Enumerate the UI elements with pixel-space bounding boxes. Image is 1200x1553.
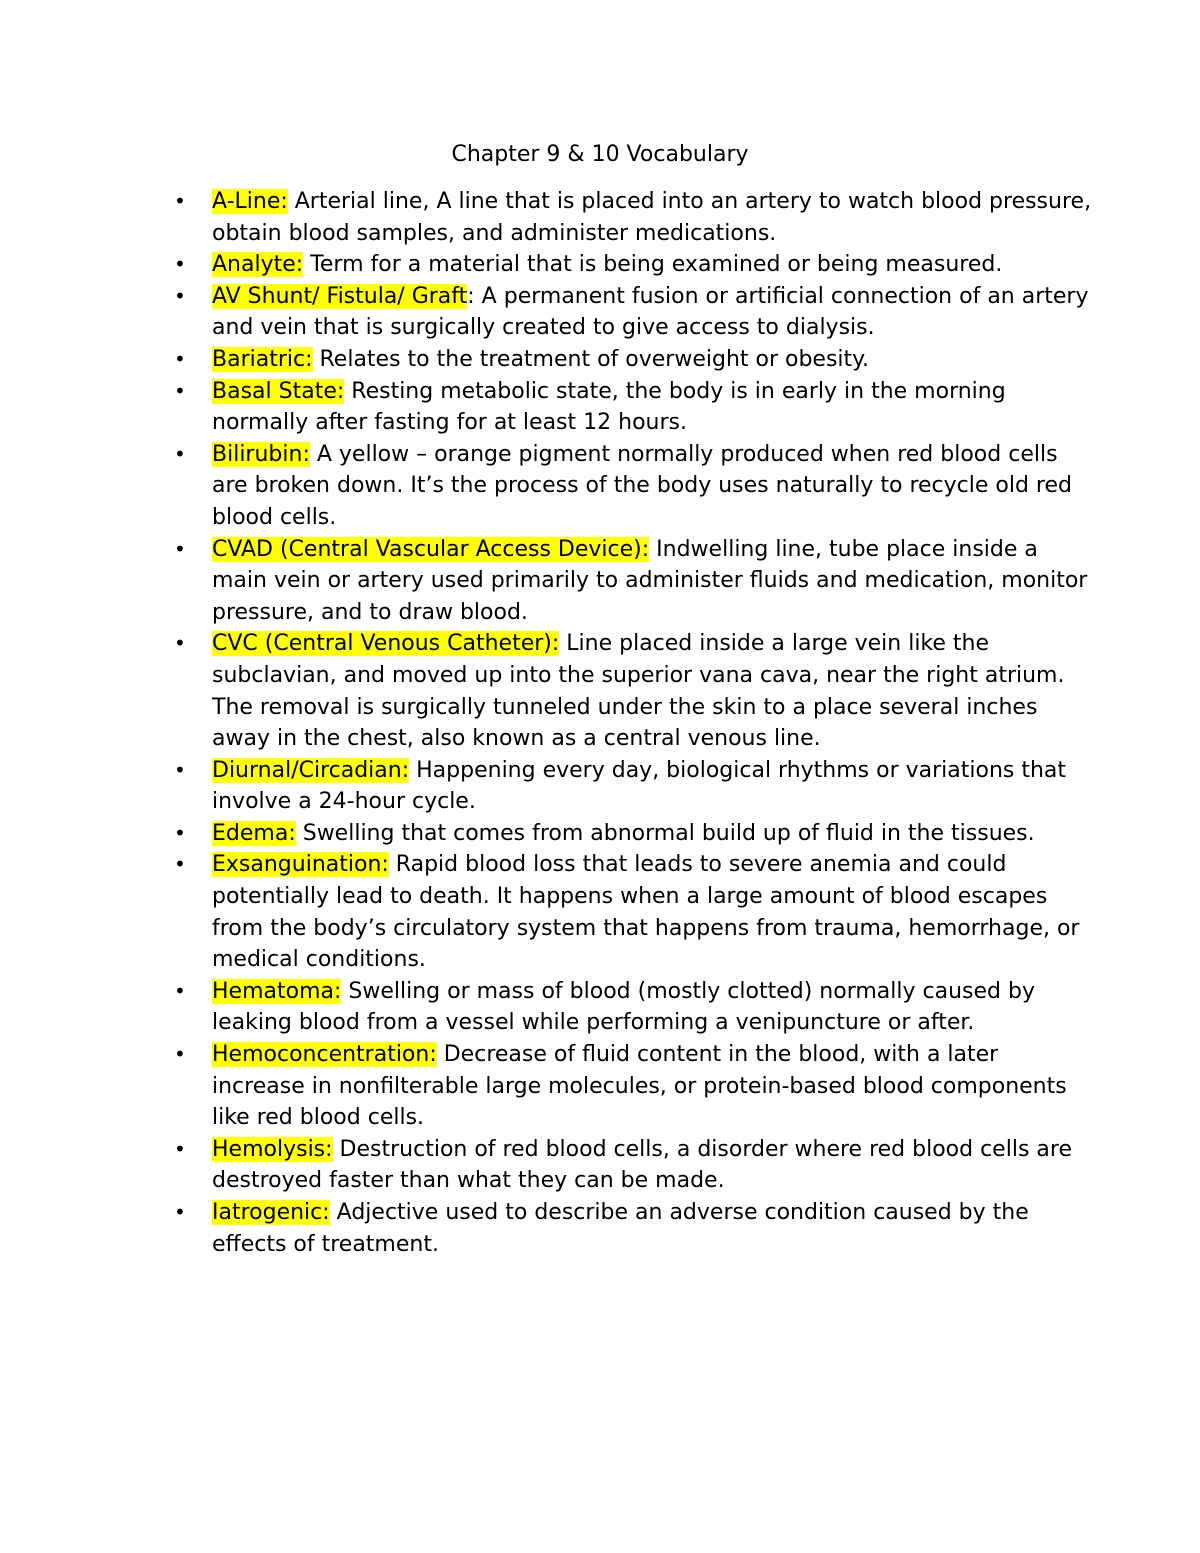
vocab-term: Bilirubin: <box>212 441 310 467</box>
vocab-term: CVC (Central Venous Catheter): <box>212 631 560 657</box>
vocab-term: AV Shunt/ Fistula/ Graft <box>212 283 468 309</box>
vocab-definition: Decrease of fluid content in the blood, with a later increase in nonfilterable large molecules, or protein-based blood components like red blood cells. <box>212 1042 1067 1131</box>
list-item <box>174 1197 1092 1260</box>
list-item <box>174 849 1092 975</box>
vocabulary-list <box>174 186 1092 1260</box>
vocab-definition: Term for a material that is being examined or being measured. <box>303 252 1003 278</box>
list-item <box>174 249 1092 281</box>
list-item <box>174 376 1092 439</box>
bullet-icon: • <box>174 631 186 656</box>
vocab-term: Hematoma: <box>212 978 342 1004</box>
vocab-term: Analyte: <box>212 252 304 278</box>
bullet-icon: • <box>174 978 186 1003</box>
vocab-term: Hemolysis: <box>212 1136 333 1162</box>
vocab-term: Edema: <box>212 820 296 846</box>
vocab-definition: A yellow – orange pigment normally produced when red blood cells are broken down. It’s the process of the body uses naturally to recycle old red blood cells. <box>212 441 1072 530</box>
bullet-icon: • <box>174 1136 186 1161</box>
vocab-definition: Swelling that comes from abnormal build up of fluid in the tissues. <box>295 820 1035 846</box>
vocab-term: Iatrogenic: <box>212 1200 330 1225</box>
bullet-icon: • <box>174 1042 186 1067</box>
list-item <box>174 534 1092 629</box>
list-item <box>174 439 1092 534</box>
list-item <box>174 281 1092 344</box>
vocab-term: Diurnal/Circadian: <box>212 757 410 783</box>
bullet-icon: • <box>174 283 186 308</box>
vocab-term: Exsanguination: <box>212 852 389 878</box>
vocab-definition: Swelling or mass of blood (mostly clotted) normally caused by leaking blood from a vessel while performing a venipuncture or after. <box>212 978 1035 1036</box>
bullet-icon: • <box>174 346 186 371</box>
document-title: Chapter 9 & 10 Vocabulary <box>451 142 749 167</box>
bullet-icon: • <box>174 820 186 845</box>
list-item <box>174 186 1092 249</box>
vocab-definition: Relates to the treatment of overweight or obesity. <box>312 346 870 372</box>
list-item <box>174 1039 1092 1134</box>
vocab-definition: Rapid blood loss that leads to severe anemia and could potentially lead to death. It happens when a large amount of blood escapes from the body’s circulatory system that happens from trauma, hemorrhage, or medical conditions. <box>212 852 1080 973</box>
bullet-icon: • <box>174 1200 186 1224</box>
vocab-definition: Indwelling line, tube place inside a main vein or artery used primarily to administer fluids and medication, monitor pressure, and to draw blood. <box>212 536 1088 625</box>
vocab-definition: Arterial line, A line that is placed into an artery to watch blood pressure, obtain blood samples, and administer medications. <box>212 189 1092 246</box>
list-item <box>174 1134 1092 1197</box>
bullet-icon: • <box>174 441 186 466</box>
list-item <box>174 818 1092 850</box>
vocab-term: Bariatric: <box>212 346 313 372</box>
vocab-term: CVAD (Central Vascular Access Device): <box>212 536 650 562</box>
bullet-icon: • <box>174 757 186 782</box>
bullet-icon: • <box>174 378 186 403</box>
vocab-definition: Happening every day, biological rhythms or variations that involve a 24-hour cycle. <box>212 757 1067 815</box>
list-item <box>174 976 1092 1039</box>
bullet-icon: • <box>174 852 186 877</box>
bullet-icon: • <box>174 252 186 277</box>
vocab-definition: Resting metabolic state, the body is in early in the morning normally after fasting for at least 12 hours. <box>212 378 1006 436</box>
vocab-definition: Line placed inside a large vein like the subclavian, and moved up into the superior vana cava, near the right atrium. The removal is surgically tunneled under the skin to a place several inches away in the chest, also known as a central venous line. <box>212 631 1065 752</box>
vocab-term: Basal State: <box>212 378 345 404</box>
vocab-definition: Adjective used to describe an adverse condition caused by the effects of treatment. <box>212 1200 1029 1257</box>
bullet-icon: • <box>174 189 186 213</box>
bullet-icon: • <box>174 536 186 561</box>
vocab-definition: Destruction of red blood cells, a disorder where red blood cells are destroyed faster than what they can be made. <box>212 1136 1072 1194</box>
vocab-definition: : A permanent fusion or artificial connection of an artery and vein that is surgically created to give access to dialysis. <box>212 283 1089 341</box>
vocab-term: A-Line: <box>212 189 288 214</box>
list-item <box>174 628 1092 754</box>
list-item <box>174 755 1092 818</box>
vocab-term: Hemoconcentration: <box>212 1042 437 1068</box>
list-item <box>174 344 1092 376</box>
